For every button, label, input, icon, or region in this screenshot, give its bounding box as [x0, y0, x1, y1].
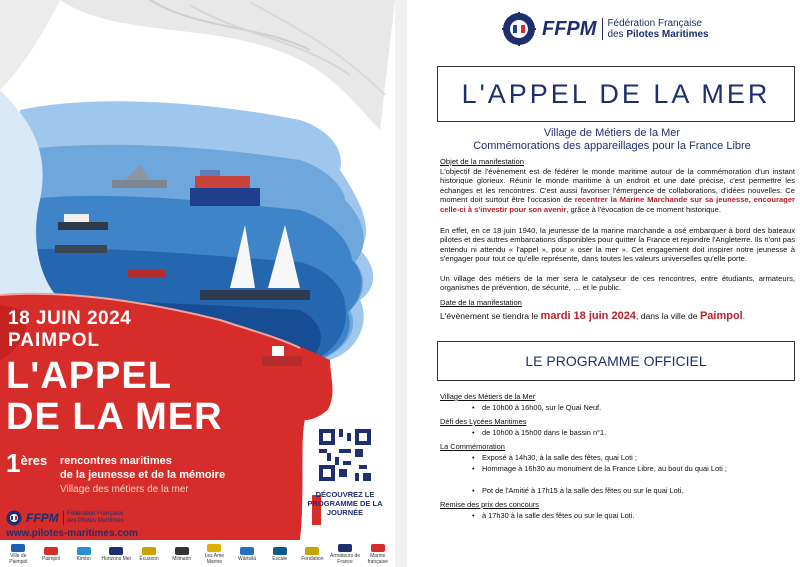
objet-paragraph-2: En effet, en ce 18 juin 1940, la jeunesse de la marine marchande a osé embarquer à bord des bateaux pilotes et des autres embarcations disponibles pour quitter la France et rejoindre l'Angleterre. Ils n'ont pas entendu ni attendu « l'appel », pour « oser la mer ». Cet engagement doit inspirer notre jeunesse à s'engager pour tout ce qu'elle représente, dans toutes les valeurs universelles qu'elle porte. — [440, 226, 795, 264]
sponsor-logo — [35, 547, 68, 562]
sponsor-name: Marine française — [367, 552, 388, 565]
sponsor-logo — [329, 544, 362, 565]
poster-ffpm-logo — [6, 510, 124, 526]
qr-caption: DÉCOUVREZ LE PROGRAMME DE LA JOURNÉE — [307, 490, 383, 517]
sponsor-name: Ville de Paimpol — [9, 552, 28, 565]
sponsor-logo — [361, 544, 394, 565]
program-title: LE PROGRAMME OFFICIEL — [525, 353, 707, 369]
first-number: 1 — [6, 448, 21, 478]
first-suffix: ères — [20, 453, 48, 468]
poster-logo-fed-line2: des Pilotes Maritimes — [66, 518, 124, 524]
poster-logo-fed-line1: Fédération Française — [66, 511, 124, 517]
p1-text-end: , grâce à l'évocation de ce moment historique. — [566, 204, 721, 214]
sponsor-logo — [2, 544, 35, 565]
sponsor-logos — [2, 543, 394, 565]
ffpm-emblem-icon — [6, 510, 22, 526]
poster-subtitle-line3: Village des métiers de la mer — [60, 484, 189, 495]
poster-date: 18 JUIN 2024 — [8, 308, 132, 329]
subtitle-commemorations: Commémorations des appareillages pour la France Libre — [473, 140, 751, 152]
p1-highlight: recentrer la Marine Marchande sur sa jeunesse, encourager celle-ci à s'investir pour son avenir — [440, 195, 795, 214]
sponsor-logo — [133, 547, 166, 562]
program-page — [407, 0, 800, 567]
sponsor-name: Paimpol — [41, 555, 61, 562]
sponsor-name: Wärtsilä — [238, 555, 257, 562]
header-logo-fed-line2a: des — [607, 29, 627, 40]
sponsor-name: Horizons Mer — [101, 555, 132, 562]
header-logo-brand: FFPM — [542, 17, 597, 40]
poster-website-link[interactable]: www.pilotes-maritimes.com — [6, 528, 138, 539]
section-prizes-item: • à 17h30 à la salle des fêtes ou sur le quai Loti. — [482, 511, 782, 520]
poster-title-line1: L'APPEL — [6, 355, 172, 397]
sponsor-logo — [296, 547, 329, 562]
sponsor-name: Écusson — [139, 555, 159, 562]
poster-city: PAIMPOL — [8, 330, 101, 351]
qr-code-icon — [319, 429, 371, 481]
sponsor-logo — [198, 544, 231, 565]
section-commemoration-item: • Pot de l'Amitié à 17h15 à la salle des fêtes ou sur le quai Loti. — [482, 486, 782, 495]
section-prizes-heading: Remise des prix des concours — [440, 500, 539, 509]
section-defi-item: • de 10h00 à 15h00 dans le bassin n°1. — [482, 428, 782, 437]
p1-text: L'objectif de l'évènement est de fédérer le monde maritime autour de la commémoration d'un instant historique glorieux. Réunir le monde maritime à un endroit et une date précise, c'est permettre les échanges et les rencontres. C'est aussi favoriser l'émergence de collaborations, d'idées nouvelles. Ce moment doit surtout être l'occasion de — [440, 167, 795, 205]
poster-subtitle-line2: de la jeunesse et de la mémoire — [60, 469, 226, 481]
title-box — [437, 66, 795, 122]
section-village-item: • de 10h00 à 16h00, sur le Quai Neuf. — [482, 403, 782, 412]
date-text: L'évènement se tiendra le — [440, 311, 541, 321]
sponsor-logo — [67, 547, 100, 562]
sponsor-name: Armateurs de France — [330, 552, 361, 565]
sponsor-name: Kimbo — [76, 555, 91, 562]
header-logo-fed-line1: Fédération Française — [607, 18, 702, 29]
city-highlight: Paimpol — [699, 310, 743, 322]
poster-logo-federation — [63, 511, 124, 525]
section-commemoration-heading: La Commémoration — [440, 442, 505, 451]
sponsor-logo — [165, 547, 198, 562]
date-text-mid: , dans la ville de — [635, 311, 700, 321]
qr-code[interactable] — [316, 426, 374, 484]
header-ffpm-logo — [502, 12, 709, 46]
subtitle-village: Village de Métiers de la Mer — [543, 127, 681, 139]
event-poster — [0, 0, 395, 567]
sponsor-name: Milmarin — [172, 555, 192, 562]
sponsor-logo — [263, 547, 296, 562]
program-title-box — [437, 341, 795, 381]
document-title: L'APPEL DE LA MER — [461, 78, 771, 109]
section-commemoration-item: • Exposé à 14h30, à la salle des fêtes, quai Loti ; — [482, 453, 782, 462]
poster-first-edition — [6, 450, 47, 476]
date-sentence — [440, 311, 795, 322]
poster-subtitle-line1: rencontres maritimes — [60, 455, 172, 467]
ffpm-emblem-icon — [502, 12, 536, 46]
sponsor-logo — [100, 547, 133, 562]
sponsor-logo — [231, 547, 264, 562]
page-gutter — [395, 0, 407, 567]
sponsor-name: Fondation — [301, 555, 324, 562]
header-logo-fed-line2b: Pilotes Maritimes — [626, 29, 709, 40]
objet-paragraph-1 — [440, 167, 795, 214]
objet-paragraph-3: Un village des métiers de la mer sera le catalyseur de ces rencontres, entre étudiants, armateurs, organismes de prévention, de sécurité, … et le public. — [440, 274, 795, 293]
poster-logo-brand: FFPM — [26, 511, 59, 525]
objet-heading: Objet de la manifestation — [440, 157, 525, 166]
section-defi-heading: Défi des Lycées Maritimes — [440, 417, 527, 426]
date-text-end: . — [742, 311, 746, 321]
section-village-heading: Village des Métiers de la Mer — [440, 392, 536, 401]
sponsor-name: Escale — [272, 555, 288, 562]
poster-title-line2: DE LA MER — [6, 396, 223, 438]
date-heading: Date de la manifestation — [440, 298, 522, 307]
header-logo-federation — [602, 18, 708, 40]
section-commemoration-item: • Hommage à 16h30 au monument de la France Libre, au bout du quai Loti ; — [482, 464, 782, 473]
date-highlight: mardi 18 juin 2024 — [540, 310, 636, 322]
sponsor-name: Les Ame Marine — [204, 552, 225, 565]
